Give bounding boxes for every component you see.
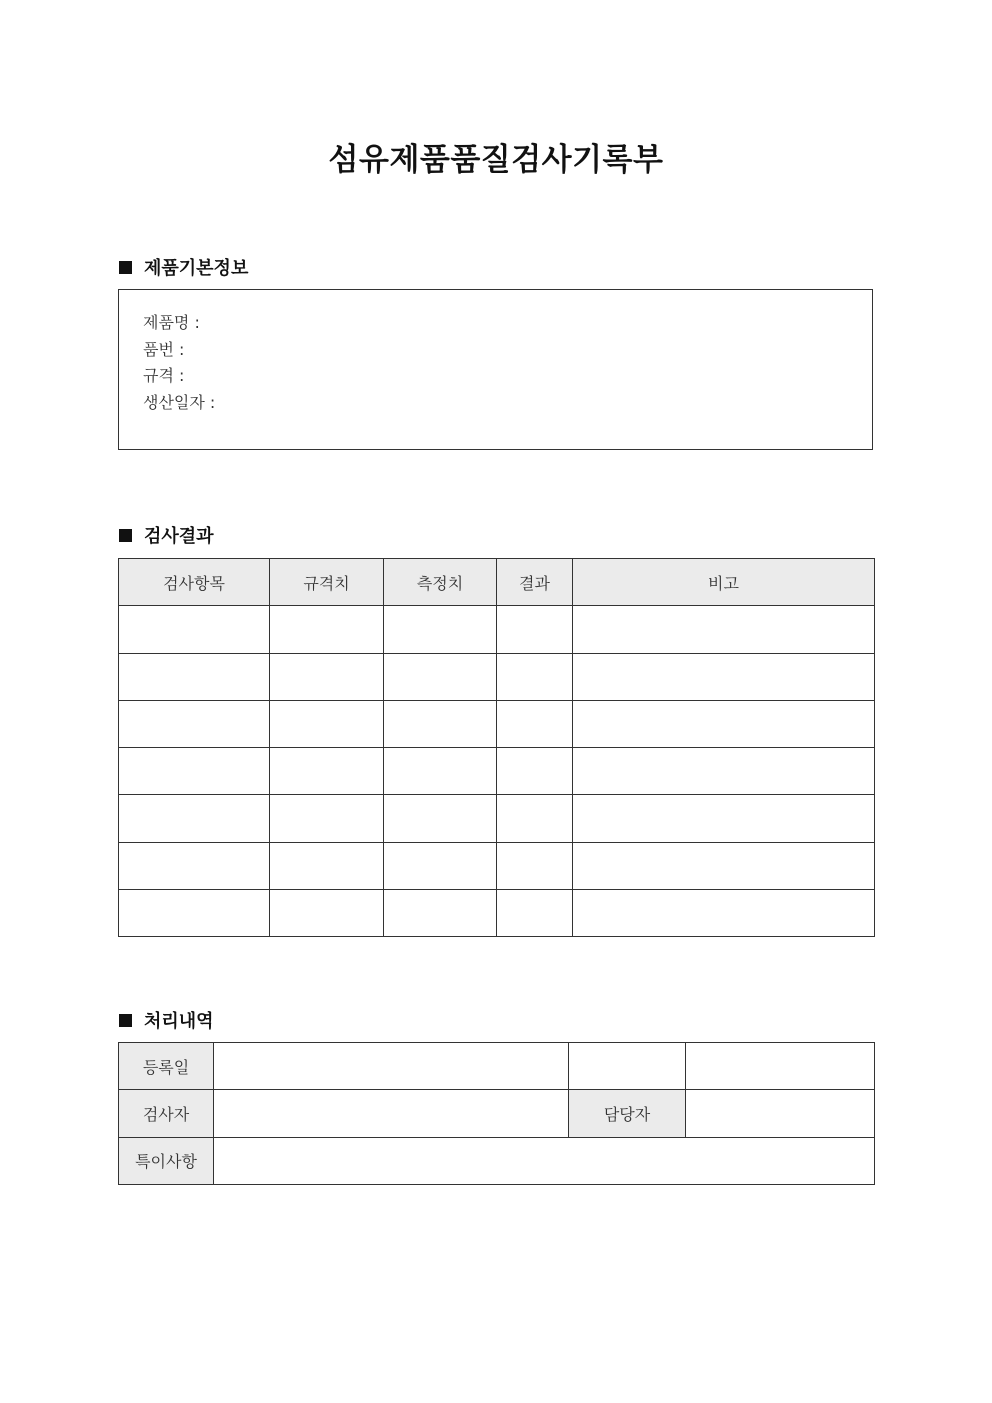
notes-label: 특이사항 — [119, 1137, 214, 1184]
table-row — [119, 700, 875, 747]
table-cell[interactable] — [497, 842, 573, 889]
table-cell[interactable] — [573, 700, 875, 747]
section-heading-process — [119, 1007, 214, 1033]
table-cell[interactable] — [384, 890, 497, 937]
square-bullet-icon — [119, 529, 132, 542]
table-cell[interactable] — [270, 890, 384, 937]
table-cell[interactable] — [270, 842, 384, 889]
part-number-line[interactable]: 품번 : — [143, 339, 185, 359]
table-cell[interactable] — [119, 842, 270, 889]
table-cell[interactable] — [119, 606, 270, 653]
product-name-line[interactable]: 제품명 : — [143, 313, 200, 332]
square-bullet-icon — [119, 261, 132, 274]
table-row — [119, 890, 875, 937]
table-cell[interactable] — [119, 890, 270, 937]
table-cell[interactable] — [497, 795, 573, 842]
table-row — [119, 748, 875, 795]
table-row — [119, 1137, 875, 1184]
table-row — [119, 842, 875, 889]
table-cell[interactable] — [384, 842, 497, 889]
section-heading-label: 검사결과 — [144, 526, 214, 547]
column-header: 측정치 — [384, 559, 497, 606]
table-cell[interactable] — [573, 748, 875, 795]
table-cell[interactable] — [270, 653, 384, 700]
table-cell[interactable] — [497, 748, 573, 795]
table-cell[interactable] — [573, 842, 875, 889]
column-header: 검사항목 — [119, 559, 270, 606]
section-heading-label: 제품기본정보 — [144, 258, 249, 279]
table-row — [119, 606, 875, 653]
table-cell[interactable] — [573, 653, 875, 700]
table-cell[interactable] — [497, 653, 573, 700]
table-cell[interactable] — [119, 700, 270, 747]
inspector-label: 검사자 — [119, 1090, 214, 1137]
table-cell[interactable] — [384, 795, 497, 842]
table-cell[interactable] — [270, 700, 384, 747]
page-title: 섬유제품품질검사기록부 — [328, 142, 664, 178]
production-date-line[interactable]: 생산일자 : — [143, 392, 216, 412]
table-cell[interactable] — [384, 606, 497, 653]
notes-field[interactable] — [214, 1137, 875, 1184]
specification-line[interactable]: 규격 : — [143, 366, 185, 385]
results-header-row — [119, 559, 875, 606]
table-row — [119, 795, 875, 842]
manager-field[interactable] — [686, 1090, 875, 1137]
table-row — [119, 1043, 875, 1090]
table-cell[interactable] — [270, 748, 384, 795]
table-cell[interactable] — [573, 795, 875, 842]
manager-label: 담당자 — [569, 1090, 686, 1137]
table-cell[interactable] — [573, 890, 875, 937]
table-cell[interactable] — [573, 606, 875, 653]
table-cell[interactable] — [270, 795, 384, 842]
blank-value-cell[interactable] — [686, 1043, 875, 1090]
table-cell[interactable] — [497, 700, 573, 747]
section-heading-results — [119, 522, 214, 548]
section-heading-basic-info — [119, 254, 248, 280]
column-header: 결과 — [497, 559, 573, 606]
table-cell[interactable] — [119, 748, 270, 795]
table-cell[interactable] — [384, 653, 497, 700]
table-cell[interactable] — [384, 748, 497, 795]
table-cell[interactable] — [384, 700, 497, 747]
table-row — [119, 653, 875, 700]
section-heading-label: 처리내역 — [144, 1011, 214, 1032]
table-row — [119, 1090, 875, 1137]
square-bullet-icon — [119, 1014, 132, 1027]
table-cell[interactable] — [497, 606, 573, 653]
registered-date-field[interactable] — [214, 1043, 569, 1090]
column-header: 규격치 — [270, 559, 384, 606]
table-cell[interactable] — [119, 795, 270, 842]
basic-info-box — [118, 289, 873, 450]
registered-date-label: 등록일 — [119, 1043, 214, 1090]
column-header: 비고 — [573, 559, 875, 606]
blank-label-cell — [569, 1043, 686, 1090]
table-cell[interactable] — [497, 890, 573, 937]
process-table — [118, 1042, 875, 1185]
inspector-field[interactable] — [214, 1090, 569, 1137]
table-cell[interactable] — [270, 606, 384, 653]
table-cell[interactable] — [119, 653, 270, 700]
results-table — [118, 558, 875, 937]
